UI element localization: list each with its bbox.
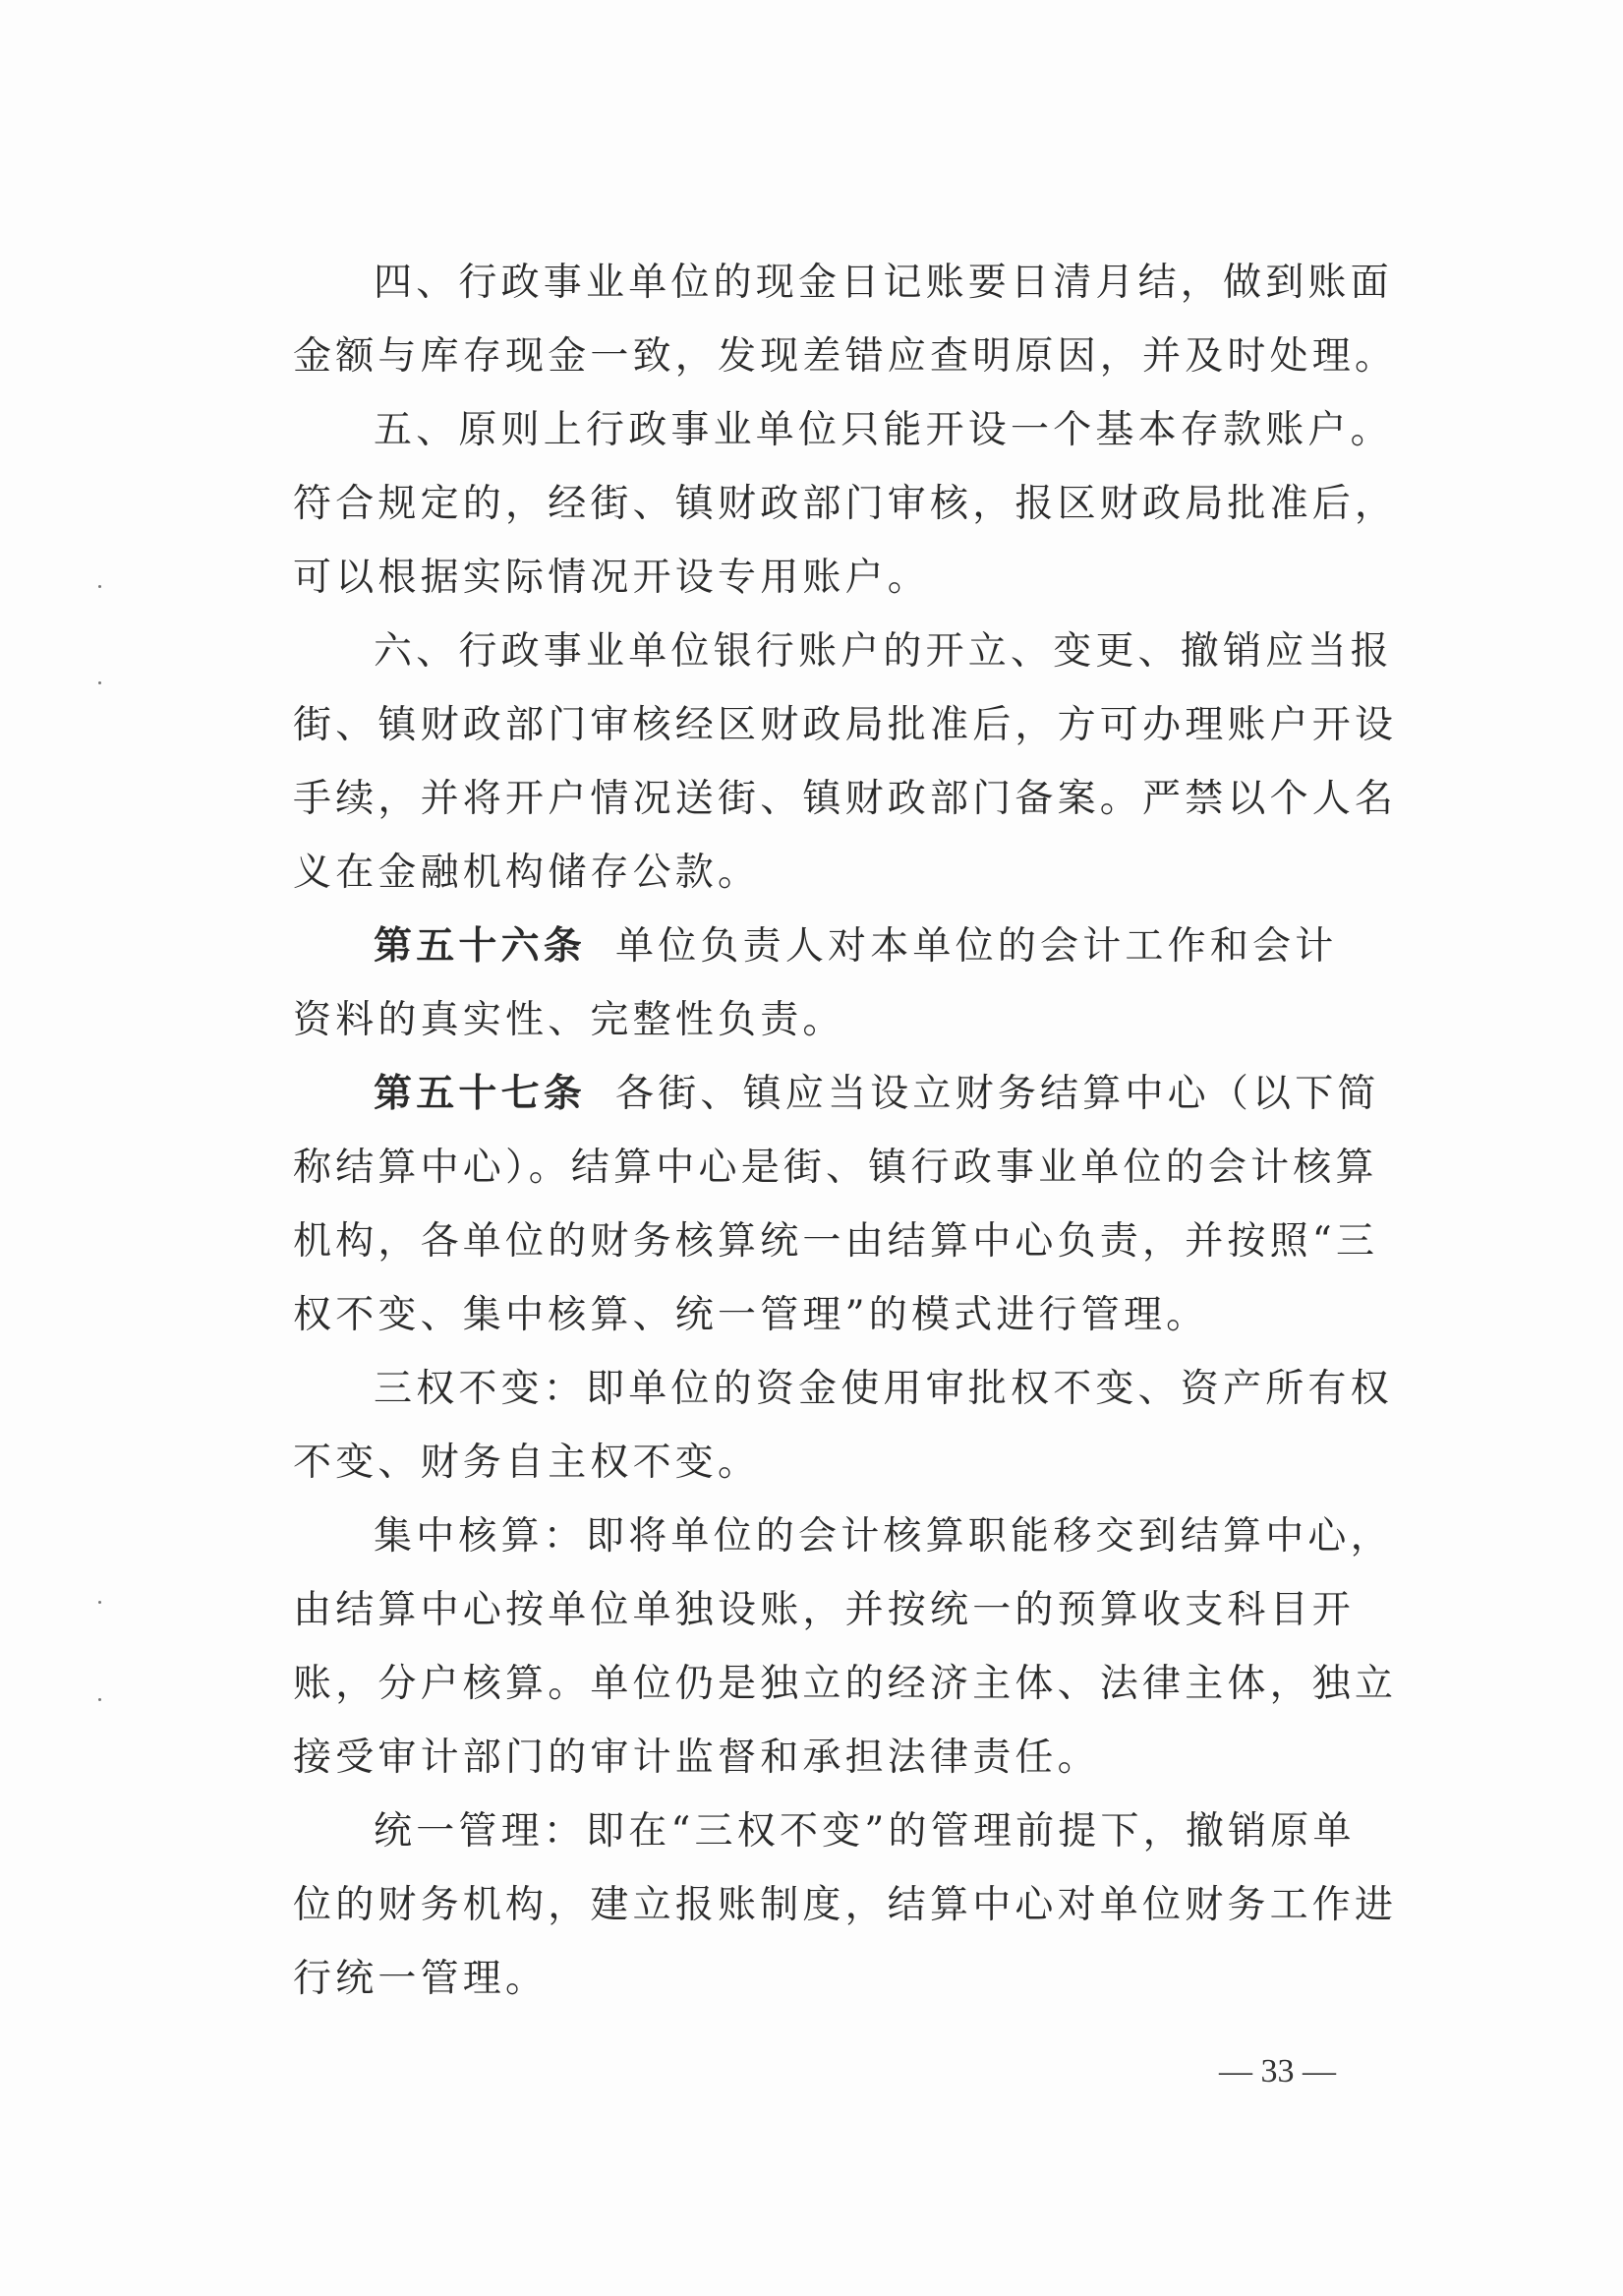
paragraph-6 — [293, 615, 1398, 910]
article-text: 单位负责人对本单位的会计工作和会计 — [615, 924, 1338, 969]
article-heading: 第五十七条 — [374, 1071, 587, 1116]
article-first-line — [293, 910, 1355, 983]
paragraph-line: 由结算中心按单位单独设账，并按统一的预算收支科目开 — [293, 1588, 1356, 1632]
paragraph-line: 金额与库存现金一致，发现差错应查明原因，并及时处理。 — [293, 334, 1398, 379]
article-first-line — [293, 1057, 1380, 1131]
paragraph-line: 不变、财务自主权不变。 — [293, 1441, 761, 1485]
paragraph-line: 可以根据实际情况开设专用账户。 — [293, 556, 931, 600]
paragraph-line: 账，分户核算。单位仍是独立的经济主体、法律主体，独立 — [293, 1662, 1398, 1706]
article-heading: 第五十六条 — [374, 923, 587, 969]
paragraph-line: 机构，各单位的财务核算统一由结算中心负责，并按照“三 — [293, 1219, 1379, 1264]
article-57 — [293, 1057, 1380, 1352]
paragraph-line: 资料的真实性、完整性负责。 — [293, 998, 845, 1042]
paragraph-line: 接受审计部门的审计监督和承担法律责任。 — [293, 1736, 1100, 1780]
paragraph-line: 权不变、集中核算、统一管理”的模式进行管理。 — [293, 1293, 1209, 1337]
scan-speck — [98, 681, 101, 684]
scan-speck — [98, 585, 101, 588]
paragraph-line: 四、行政事业单位的现金日记账要日清月结，做到账面 — [374, 261, 1393, 305]
paragraph-4 — [293, 246, 1398, 393]
paragraph-line: 义在金融机构储存公款。 — [293, 851, 761, 895]
paragraph-line: 集中核算：即将单位的会计核算职能移交到结算中心， — [374, 1514, 1393, 1559]
paragraph-line: 街、镇财政部门审核经区财政局批准后，方可办理账户开设 — [293, 703, 1398, 747]
paragraph-line: 手续，并将开户情况送街、镇财政部门备案。严禁以个人名 — [293, 777, 1398, 821]
paragraph-line: 三权不变：即单位的资金使用审批权不变、资产所有权 — [374, 1367, 1393, 1411]
article-56 — [293, 910, 1355, 1057]
paragraph-three-rights — [293, 1352, 1393, 1500]
paragraph-5 — [293, 393, 1398, 615]
paragraph-centralized-accounting — [293, 1500, 1398, 1795]
paragraph-line: 六、行政事业单位银行账户的开立、变更、撤销应当报 — [374, 629, 1393, 674]
paragraph-line: 统一管理：即在“三权不变”的管理前提下，撤销原单 — [374, 1809, 1356, 1854]
page-number: — 33 — — [1219, 2053, 1336, 2090]
paragraph-line: 五、原则上行政事业单位只能开设一个基本存款账户。 — [374, 408, 1393, 452]
paragraph-line: 位的财务机构，建立报账制度，结算中心对单位财务工作进 — [293, 1883, 1398, 1927]
document-body — [293, 246, 1398, 2016]
paragraph-unified-management — [293, 1795, 1398, 2016]
scan-speck — [98, 1601, 101, 1604]
paragraph-line: 行统一管理。 — [293, 1957, 549, 2001]
article-text: 各街、镇应当设立财务结算中心（以下简 — [615, 1072, 1380, 1116]
scan-speck — [98, 1698, 101, 1701]
paragraph-line: 称结算中心）。结算中心是街、镇行政事业单位的会计核算 — [293, 1146, 1378, 1190]
paragraph-line: 符合规定的，经街、镇财政部门审核，报区财政局批准后， — [293, 482, 1398, 526]
